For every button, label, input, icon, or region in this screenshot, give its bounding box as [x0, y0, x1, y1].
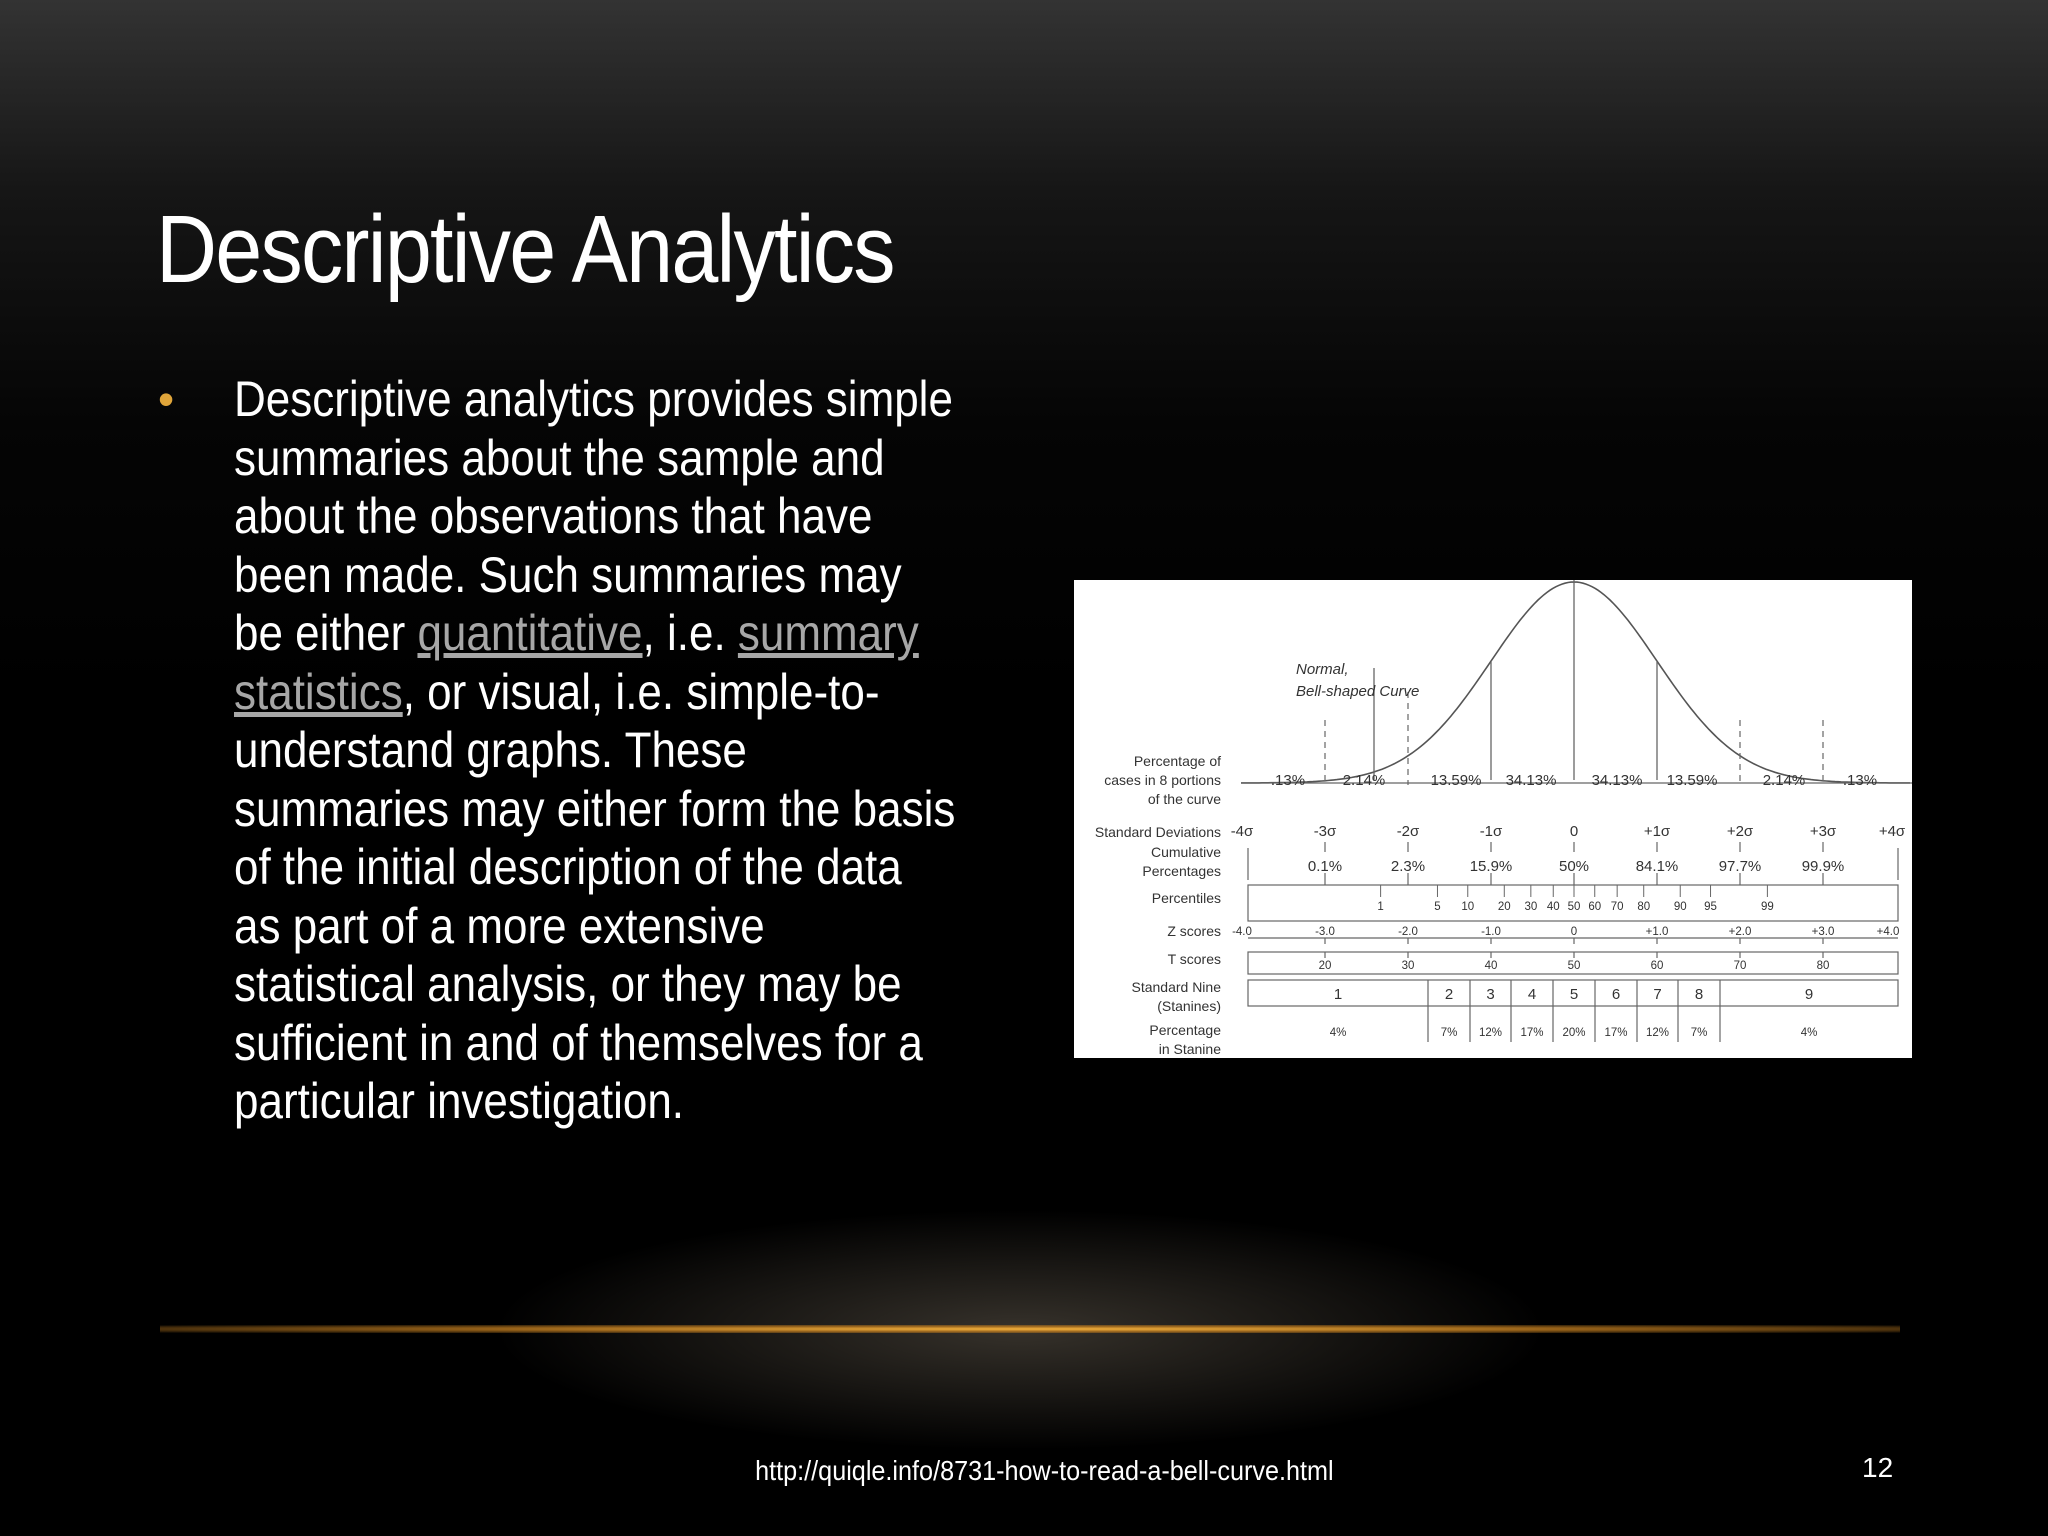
- t-score: 20: [1318, 960, 1332, 972]
- cumulative-value: 84.1%: [1635, 858, 1679, 875]
- row-label-stanine-pct-1: Percentage: [1149, 1022, 1221, 1038]
- slide-title: Descriptive Analytics: [156, 196, 894, 303]
- bullet-marker: •: [158, 373, 175, 425]
- sd-label: +4σ: [1878, 823, 1906, 840]
- percentile-value: 70: [1610, 901, 1624, 913]
- stanine-number: 4: [1527, 986, 1537, 1003]
- bullet-text-part-2: , i.e.: [642, 605, 738, 661]
- stanine-number: 2: [1444, 986, 1454, 1003]
- row-label-cases-1: Percentage of: [1133, 753, 1221, 769]
- stanine-percentage: 7%: [1440, 1027, 1458, 1039]
- row-label-percentiles: Percentiles: [1151, 890, 1221, 906]
- sd-label: +2σ: [1726, 823, 1754, 840]
- stanine-number: 9: [1804, 986, 1814, 1003]
- percentile-value: 80: [1637, 901, 1651, 913]
- row-label-stanine-1: Standard Nine: [1131, 979, 1221, 995]
- z-score: -3.0: [1315, 926, 1335, 938]
- case-percentage: 34.13%: [1591, 772, 1643, 789]
- case-percentage: 34.13%: [1505, 772, 1557, 789]
- case-percentage: 13.59%: [1666, 772, 1718, 789]
- stanine-number: 8: [1694, 986, 1704, 1003]
- sd-label: -1σ: [1479, 823, 1503, 840]
- t-score: 50: [1567, 960, 1581, 972]
- cumulative-value: 0.1%: [1307, 858, 1343, 875]
- sd-label: -2σ: [1396, 823, 1420, 840]
- bullet-text-part-1: Descriptive analytics provides simple summaries about the sample and about the observations that have been made. Such summaries may be either: [234, 371, 953, 661]
- sd-label: -3σ: [1313, 823, 1337, 840]
- cumulative-value: 15.9%: [1469, 858, 1513, 875]
- decorative-glow-divider: [160, 1325, 1900, 1333]
- case-percentage: 13.59%: [1430, 772, 1482, 789]
- percentile-value: 1: [1377, 901, 1384, 913]
- percentile-value: 30: [1524, 901, 1538, 913]
- t-score: 40: [1484, 960, 1498, 972]
- sd-label: 0: [1569, 823, 1579, 840]
- stanine-number: 7: [1653, 986, 1662, 1003]
- percentile-value: 90: [1673, 901, 1687, 913]
- t-score: 30: [1401, 960, 1415, 972]
- generated-marks: [1231, 772, 1906, 1042]
- bullet-text-part-3: , or visual, i.e. simple-to-understand graphs. These summaries may either form the basis of the initial description of the data as part of a more extensive statistical analysis, or they may be sufficient in and of themselves for a particular investigation.: [234, 663, 956, 1129]
- stanine-percentage: 7%: [1690, 1027, 1708, 1039]
- percentile-value: 99: [1760, 901, 1774, 913]
- z-score: 0: [1570, 926, 1578, 938]
- case-percentage: 2.14%: [1762, 772, 1806, 789]
- source-footer: [0, 1455, 2048, 1487]
- percentile-value: 60: [1588, 901, 1602, 913]
- stanine-percentage: 20%: [1562, 1027, 1586, 1039]
- z-score: +1.0: [1645, 926, 1669, 938]
- bell-curve-diagram: [1074, 580, 1912, 1058]
- cumulative-value: 97.7%: [1718, 858, 1762, 875]
- sd-label: +1σ: [1643, 823, 1671, 840]
- t-score: 70: [1733, 960, 1747, 972]
- stanine-percentage: 4%: [1329, 1027, 1347, 1039]
- cumulative-value: 99.9%: [1801, 858, 1845, 875]
- stanine-number: 6: [1611, 986, 1621, 1003]
- bullet-text: [234, 370, 956, 1131]
- row-label-cumulative-1: Cumulative: [1150, 844, 1221, 860]
- percentile-value: 95: [1704, 901, 1717, 913]
- sd-label: -4σ: [1230, 823, 1254, 840]
- case-percentage: .13%: [1270, 772, 1306, 789]
- percentile-value: 50: [1567, 901, 1581, 913]
- row-label-cases-2: cases in 8 portions: [1104, 772, 1221, 788]
- percentile-value: 10: [1461, 901, 1475, 913]
- stanine-percentage: 4%: [1800, 1027, 1818, 1039]
- summary-statistics-link[interactable]: summary statistics: [234, 605, 919, 720]
- cumulative-value: 2.3%: [1390, 858, 1426, 875]
- z-score: -4.0: [1232, 926, 1252, 938]
- slide-number: 12: [1862, 1452, 1894, 1483]
- row-label-cumulative-2: Percentages: [1142, 863, 1221, 879]
- stanine-percentage: 12%: [1478, 1027, 1503, 1039]
- stanine-percentage: 17%: [1604, 1027, 1628, 1039]
- percentile-value: 20: [1497, 901, 1511, 913]
- quantitative-link[interactable]: quantitative: [417, 605, 643, 661]
- source-url: http://quiqle.info/8731-how-to-read-a-bell-curve.html: [754, 1455, 1334, 1486]
- sd-label: +3σ: [1809, 823, 1837, 840]
- stanine-percentage: 17%: [1520, 1027, 1544, 1039]
- stanine-number: 1: [1333, 986, 1343, 1003]
- z-score: -2.0: [1398, 926, 1418, 938]
- row-label-cases-3: of the curve: [1147, 791, 1221, 807]
- z-score: -1.0: [1481, 926, 1501, 938]
- case-percentage: .13%: [1842, 772, 1878, 789]
- cumulative-value: 50%: [1558, 858, 1590, 875]
- curve-label-line-2: Bell-shaped Curve: [1296, 683, 1420, 700]
- percentile-value: 40: [1546, 901, 1560, 913]
- curve-label-line-1: Normal,: [1296, 661, 1349, 678]
- row-label-t: T scores: [1167, 951, 1221, 967]
- t-score: 60: [1650, 960, 1664, 972]
- bell-curve-figure: [1074, 580, 1912, 1058]
- stanine-number: 5: [1569, 986, 1579, 1003]
- t-score: 80: [1816, 960, 1830, 972]
- stanine-number: 3: [1486, 986, 1495, 1003]
- percentile-value: 5: [1434, 901, 1441, 913]
- row-label-z: Z scores: [1167, 923, 1221, 939]
- row-label-stanine-2: (Stanines): [1157, 998, 1221, 1014]
- z-score: +4.0: [1876, 926, 1900, 938]
- row-label-stanine-pct-2: in Stanine: [1158, 1041, 1221, 1057]
- row-label-sd: Standard Deviations: [1094, 824, 1221, 840]
- z-score: +2.0: [1728, 926, 1752, 938]
- z-score: +3.0: [1811, 926, 1835, 938]
- stanine-percentage: 12%: [1645, 1027, 1670, 1039]
- case-percentage: 2.14%: [1342, 772, 1386, 789]
